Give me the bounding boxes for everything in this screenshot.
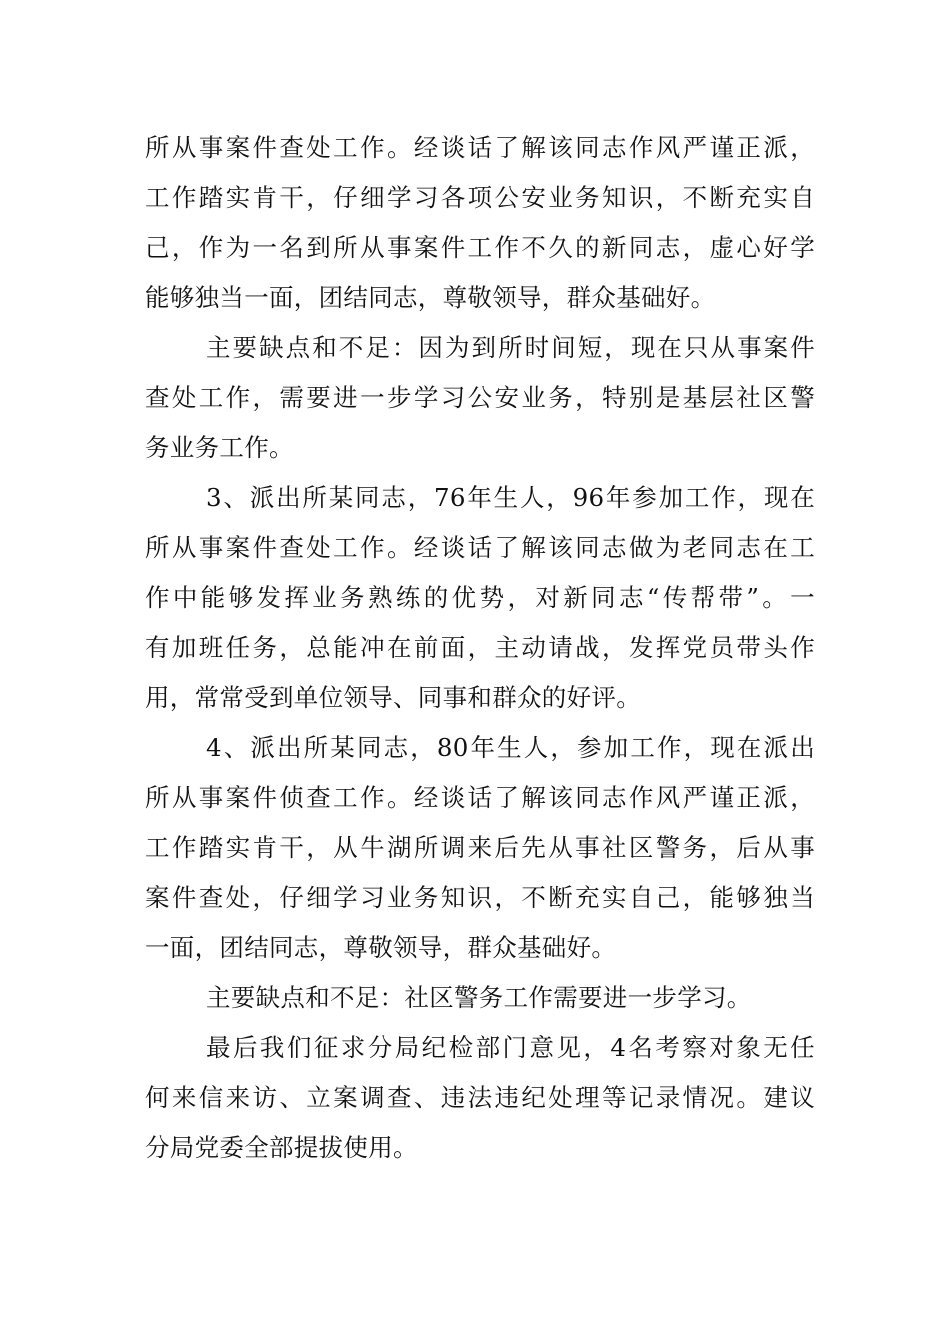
text-line: 工作踏实肯干，仔细学习各项公安业务知识，不断充实自 (145, 183, 815, 212)
text-line: 有加班任务，总能冲在前面，主动请战，发挥党员带头作 (145, 633, 815, 662)
text-line: 能够独当一面，团结同志，尊敬领导，群众基础好。 (145, 283, 716, 312)
text-line: 案件查处，仔细学习业务知识，不断充实自己，能够独当 (145, 883, 815, 912)
text-line: 务业务工作。 (145, 433, 294, 462)
text-line: 何来信来访、立案调查、违法违纪处理等记录情况。建议 (145, 1083, 815, 1112)
text-line: 4、派出所某同志，80年生人，参加工作，现在派出 (206, 733, 815, 762)
text-line: 主要缺点和不足：因为到所时间短，现在只从事案件 (206, 333, 815, 362)
text-line: 所从事案件侦查工作。经谈话了解该同志作风严谨正派， (145, 783, 815, 812)
text-line: 3、派出所某同志，76年生人，96年参加工作，现在 (206, 483, 815, 512)
text-line: 作中能够发挥业务熟练的优势，对新同志“传帮带”。一 (145, 583, 815, 612)
text-line: 所从事案件查处工作。经谈话了解该同志做为老同志在工 (145, 533, 815, 562)
text-line: 己，作为一名到所从事案件工作不久的新同志，虚心好学 (145, 233, 815, 262)
text-line: 主要缺点和不足：社区警务工作需要进一步学习。 (206, 983, 752, 1012)
text-line: 工作踏实肯干，从牛湖所调来后先从事社区警务，后从事 (145, 833, 815, 862)
text-line: 最后我们征求分局纪检部门意见，4名考察对象无任 (206, 1033, 815, 1062)
text-line: 查处工作，需要进一步学习公安业务，特别是基层社区警 (145, 383, 815, 412)
text-line: 一面，团结同志，尊敬领导，群众基础好。 (145, 933, 617, 962)
text-line: 用，常常受到单位领导、同事和群众的好评。 (145, 683, 641, 712)
text-line: 所从事案件查处工作。经谈话了解该同志作风严谨正派， (145, 133, 815, 162)
text-line: 分局党委全部提拔使用。 (145, 1133, 418, 1162)
